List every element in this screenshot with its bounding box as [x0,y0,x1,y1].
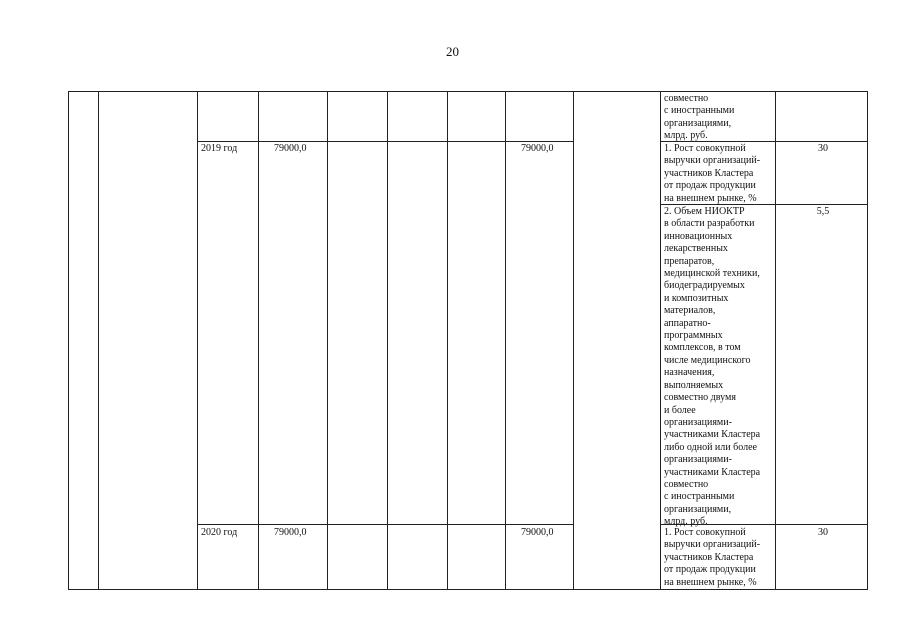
indicator-2-text-2019: 2. Объем НИОКТР в области разработки инновационных лекарственных препаратов, медицинской техники, биодеградируемых и композитных материалов, аппаратно- программных комплексов, в том числе медицинского назначения, выполняемых совместно двумя и более организациями- участниками Кластера либо одной или более организациями- участниками Кластера совместно с иностранными организациями, млрд. руб. [664,206,761,528]
row-separator [197,524,573,525]
year-cell-2019: 2019 год [201,143,238,154]
indicator-1-text-2019: 1. Рост совокупной выручки организаций- участников Кластера от продаж продукции на внешнем рынке, % [664,143,761,204]
row-separator [197,141,573,142]
amount-other-2020: 79000,0 [521,527,554,538]
indicator-1-value-2020: 30 [818,527,828,538]
column-border [775,91,776,590]
column-border [327,91,328,590]
page-number: 20 [446,44,459,59]
table-bottom-border [68,589,868,590]
column-border [867,91,868,590]
column-border [387,91,388,590]
amount-total-2019: 79000,0 [274,143,307,154]
column-border [68,91,69,590]
indicator-1-text-2020: 1. Рост совокупной выручки организаций- участников Кластера от продаж продукции на внешнем рынке, % [664,527,761,588]
column-border [197,91,198,590]
column-border [660,91,661,590]
indicator-1-value-2019: 30 [818,143,828,154]
column-border [505,91,506,590]
column-border [573,91,574,590]
column-border [258,91,259,590]
year-cell-2020: 2020 год [201,527,238,538]
indicator-2-value-2019: 5,5 [816,206,830,217]
indicator-text-continued: совместно с иностранными организациями, млрд. руб. [664,93,735,142]
column-border [98,91,99,590]
table-top-border [68,91,868,92]
amount-other-2019: 79000,0 [521,143,554,154]
column-border [447,91,448,590]
amount-total-2020: 79000,0 [274,527,307,538]
